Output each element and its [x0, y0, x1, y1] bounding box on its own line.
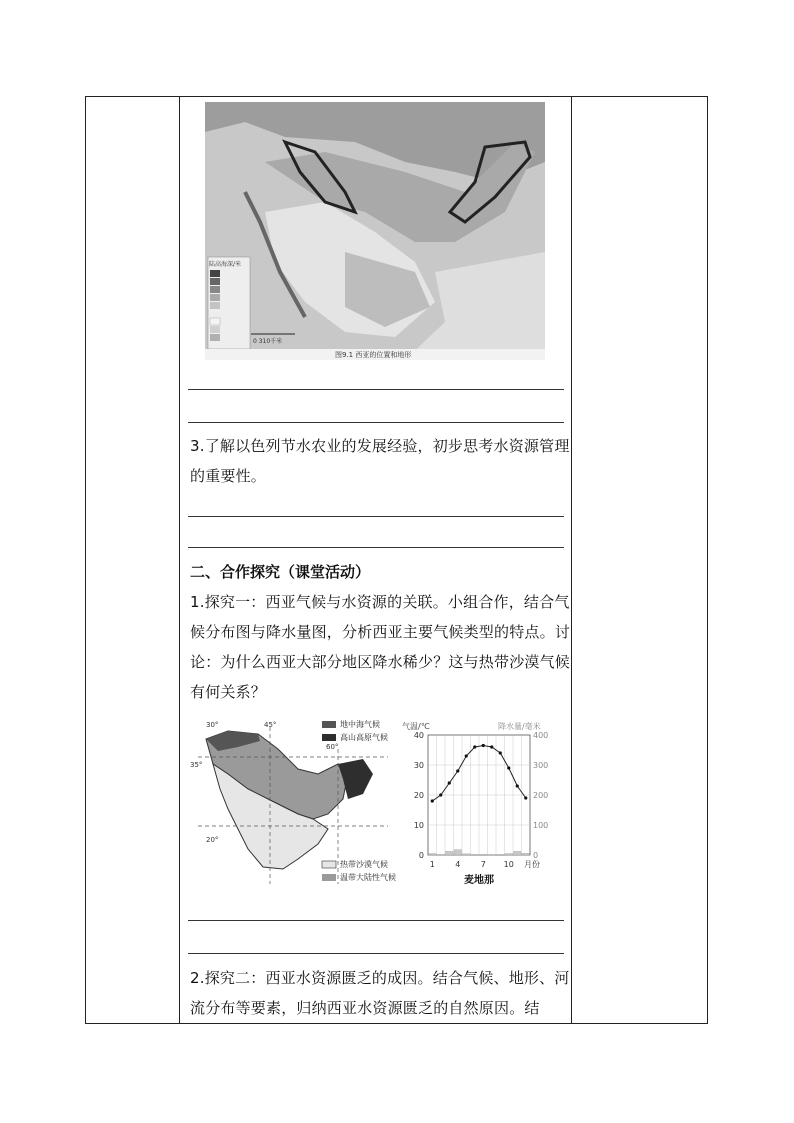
temperature-point	[499, 751, 502, 754]
temperature-point	[465, 754, 468, 757]
temperature-point	[448, 781, 451, 784]
column-divider-right	[571, 97, 572, 1023]
legend-tropical-desert: 热带沙漠气候	[340, 860, 388, 869]
answer-line-4	[188, 547, 564, 548]
y2-axis-title: 降水量/毫米	[498, 722, 541, 731]
y-tick-label: 40	[413, 731, 424, 740]
x-axis-title: 月份	[524, 860, 540, 869]
y2-tick-label: 300	[533, 761, 549, 770]
x-tick-label: 4	[455, 860, 461, 869]
answer-line-6	[188, 953, 564, 954]
lat-45-label: 45°	[264, 721, 277, 729]
temperature-point	[516, 784, 519, 787]
west-asia-terrain-map	[205, 102, 545, 360]
temperature-point	[490, 745, 493, 748]
precip-bar	[437, 854, 445, 855]
precip-bar	[505, 854, 513, 856]
temperature-point	[431, 799, 434, 802]
answer-line-1	[188, 389, 564, 390]
legend-temperate-continental: 温带大陆性气候	[340, 873, 396, 882]
inquiry-2-text: 2.探究二：西亚水资源匮乏的成因。结合气候、地形、河流分布等要素，归纳西亚水资源匮乏的自然原因。结	[190, 969, 570, 1017]
precip-bar	[514, 851, 522, 855]
inquiry-1-text: 1.探究一：西亚气候与水资源的关联。小组合作，结合气候分布图与降水量图，分析西亚主要气候类型的特点。讨论：为什么西亚大部分地区降水稀少？这与热带沙漠气候有何关系？	[190, 593, 571, 701]
y2-tick-label: 100	[533, 821, 549, 830]
precip-bar	[488, 854, 496, 855]
climate-distribution-map	[188, 719, 400, 889]
temperature-point	[524, 796, 527, 799]
y2-tick-label: 0	[533, 851, 539, 860]
figure-caption: 图9.1 西亚的位置和地形	[335, 351, 412, 359]
document-table	[85, 96, 708, 1024]
lat-20-label: 20°	[206, 836, 219, 844]
section-2-heading: 二、合作探究（课堂活动）	[190, 563, 371, 581]
medina-climate-chart	[398, 717, 568, 892]
temperature-point	[482, 744, 485, 747]
answer-line-5	[188, 920, 564, 921]
chart-title: 麦地那	[464, 875, 494, 886]
temperature-point	[473, 745, 476, 748]
x-tick-label: 7	[480, 860, 486, 869]
column-divider-left	[179, 97, 180, 1023]
y2-tick-label: 200	[533, 791, 549, 800]
legend-highland: 高山高原气候	[340, 733, 388, 742]
terrain-map-graphic	[205, 102, 545, 360]
temperature-point	[507, 766, 510, 769]
lat-30-label: 30°	[206, 721, 219, 729]
answer-line-2	[188, 422, 564, 423]
precip-bar	[454, 850, 462, 855]
legend-title: 陆高海深/米	[209, 261, 242, 268]
climate-chart-svg	[398, 717, 568, 892]
y-tick-label: 30	[413, 761, 424, 770]
y2-tick-label: 400	[533, 731, 549, 740]
precip-bar	[522, 853, 530, 855]
lat-60-label: 60°	[326, 743, 339, 751]
answer-line-3	[188, 516, 564, 517]
scale-bar-label: 0 310千米	[253, 338, 283, 345]
temperature-point	[439, 793, 442, 796]
x-tick-label: 10	[503, 860, 514, 869]
precip-bar	[463, 854, 471, 855]
temperature-point	[456, 769, 459, 772]
y-tick-label: 0	[418, 851, 424, 860]
y-tick-label: 20	[413, 791, 424, 800]
y-axis-title: 气温/℃	[402, 722, 430, 731]
precip-bar	[429, 854, 437, 856]
precip-bar	[446, 851, 454, 855]
y-tick-label: 10	[413, 821, 424, 830]
lat-35-label: 35°	[190, 761, 203, 769]
x-tick-label: 1	[429, 860, 435, 869]
legend-mediterranean: 地中海气候	[340, 720, 380, 729]
task-3-text: 3.了解以色列节水农业的发展经验，初步思考水资源管理的重要性。	[190, 437, 570, 485]
